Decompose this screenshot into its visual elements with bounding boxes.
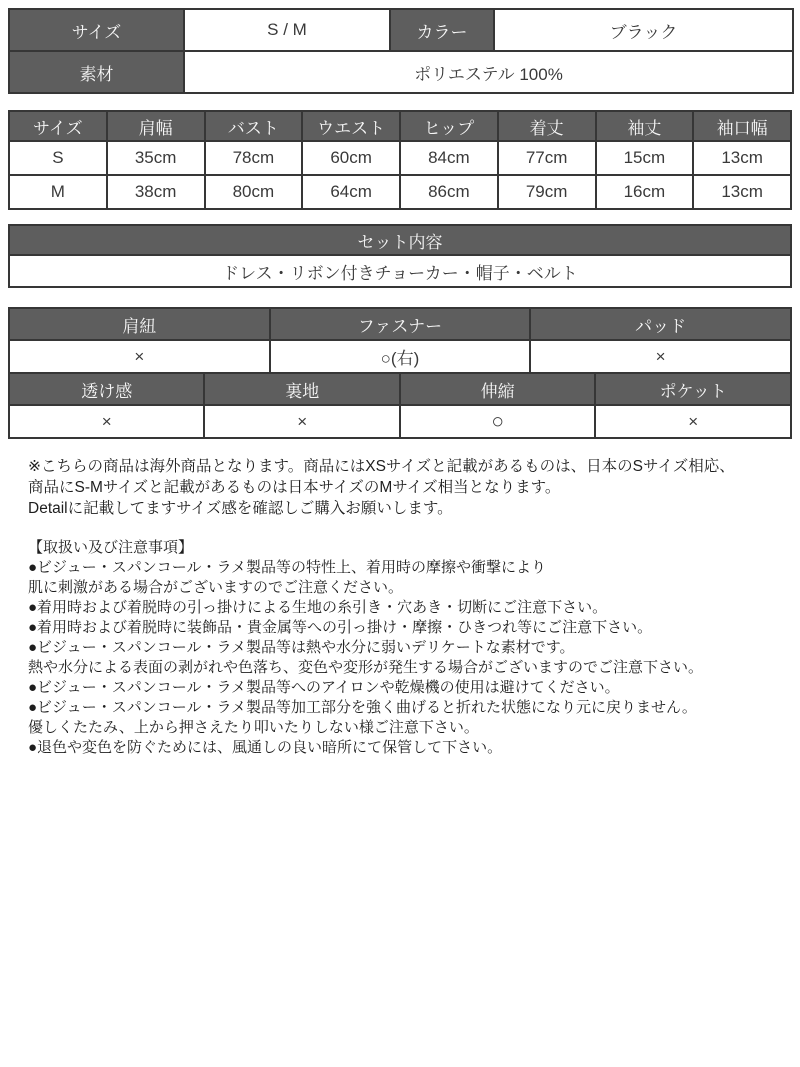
care-line: ●ビジュー・スパンコール・ラメ製品等は熱や水分に弱いデリケートな素材です。 xyxy=(28,639,575,656)
size-value: S / M xyxy=(184,9,390,51)
cell: 80cm xyxy=(205,175,303,209)
fastener-value: ○(右) xyxy=(270,340,531,373)
col-header-hip: ヒップ xyxy=(400,111,498,141)
col-header-size: サイズ xyxy=(9,111,107,141)
sheerness-value: × xyxy=(9,405,204,438)
fastener-label: ファスナー xyxy=(270,308,531,340)
note-line: 商品にS-Mサイズと記載があるものは日本サイズのMサイズ相当となります。 xyxy=(28,479,561,496)
features-value-row-1 xyxy=(9,340,791,373)
lining-value: × xyxy=(204,405,399,438)
features-value-row-2 xyxy=(9,405,791,438)
measurements-table xyxy=(8,110,792,210)
pad-label: パッド xyxy=(530,308,791,340)
table-row-size-s xyxy=(9,141,791,175)
stretch-value: ○ xyxy=(400,405,595,438)
color-label: カラー xyxy=(390,9,494,51)
col-header-bust: バスト xyxy=(205,111,303,141)
care-line: ●退色や変色を防ぐためには、風通しの良い暗所にて保管して下さい。 xyxy=(28,739,503,756)
lining-label: 裏地 xyxy=(204,373,399,405)
care-line: ●ビジュー・スパンコール・ラメ製品等の特性上、着用時の摩擦や衝撃により xyxy=(28,559,547,576)
col-header-waist: ウエスト xyxy=(302,111,400,141)
cell: 38cm xyxy=(107,175,205,209)
care-instructions xyxy=(28,538,792,758)
cell: 64cm xyxy=(302,175,400,209)
care-line: ●ビジュー・スパンコール・ラメ製品等へのアイロンや乾燥機の使用は避けてください。 xyxy=(28,679,620,696)
overseas-sizing-note xyxy=(28,456,788,519)
cell: 79cm xyxy=(498,175,596,209)
cell: 60cm xyxy=(302,141,400,175)
cell: 15cm xyxy=(596,141,694,175)
care-line: ●着用時および着脱時に装飾品・貴金属等への引っ掛け・摩擦・ひきつれ等にご注意下さい。 xyxy=(28,619,653,636)
pocket-value: × xyxy=(595,405,791,438)
care-line: ●ビジュー・スパンコール・ラメ製品等加工部分を強く曲げると折れた状態になり元に戻りません。 xyxy=(28,699,697,716)
color-value: ブラック xyxy=(494,9,793,51)
cell: 86cm xyxy=(400,175,498,209)
strap-value: × xyxy=(9,340,270,373)
features-header-row-2 xyxy=(9,373,791,405)
col-header-cuff: 袖口幅 xyxy=(693,111,791,141)
care-title: 【取扱い及び注意事項】 xyxy=(28,539,194,556)
cell: S xyxy=(9,141,107,175)
features-header-row-1 xyxy=(9,308,791,340)
features-table xyxy=(8,307,792,439)
stretch-label: 伸縮 xyxy=(400,373,595,405)
cell: 84cm xyxy=(400,141,498,175)
set-contents-value: ドレス・リボン付きチョーカー・帽子・ベルト xyxy=(9,255,791,287)
size-label: サイズ xyxy=(9,9,184,51)
cell: 35cm xyxy=(107,141,205,175)
pad-value: × xyxy=(530,340,791,373)
material-label: 素材 xyxy=(9,51,184,93)
strap-label: 肩紐 xyxy=(9,308,270,340)
care-line: 肌に刺激がある場合がございますのでご注意ください。 xyxy=(28,579,404,596)
set-contents-table xyxy=(8,224,792,288)
col-header-length: 着丈 xyxy=(498,111,596,141)
material-value: ポリエステル 100% xyxy=(184,51,793,93)
col-header-sleeve: 袖丈 xyxy=(596,111,694,141)
care-line: 熱や水分による表面の剥がれや色落ち、変色や変形が発生する場合がございますのでご注意下さい。 xyxy=(28,659,704,676)
table-row-size-m xyxy=(9,175,791,209)
cell: 13cm xyxy=(693,175,791,209)
care-line: ●着用時および着脱時の引っ掛けによる生地の糸引き・穴あき・切断にご注意下さい。 xyxy=(28,599,608,616)
note-line: ※こちらの商品は海外商品となります。商品にはXSサイズと記載があるものは、日本のSサイズ相応、 xyxy=(28,458,735,475)
measurements-header-row xyxy=(9,111,791,141)
summary-table xyxy=(8,8,794,94)
cell: 16cm xyxy=(596,175,694,209)
pocket-label: ポケット xyxy=(595,373,791,405)
cell: 77cm xyxy=(498,141,596,175)
col-header-shoulder: 肩幅 xyxy=(107,111,205,141)
set-contents-header: セット内容 xyxy=(9,225,791,255)
cell: M xyxy=(9,175,107,209)
care-line: 優しくたたみ、上から押さえたり叩いたりしない様ご注意下さい。 xyxy=(28,719,479,736)
cell: 13cm xyxy=(693,141,791,175)
cell: 78cm xyxy=(205,141,303,175)
note-line: Detailに記載してますサイズ感を確認しご購入お願いします。 xyxy=(28,500,453,517)
sheerness-label: 透け感 xyxy=(9,373,204,405)
